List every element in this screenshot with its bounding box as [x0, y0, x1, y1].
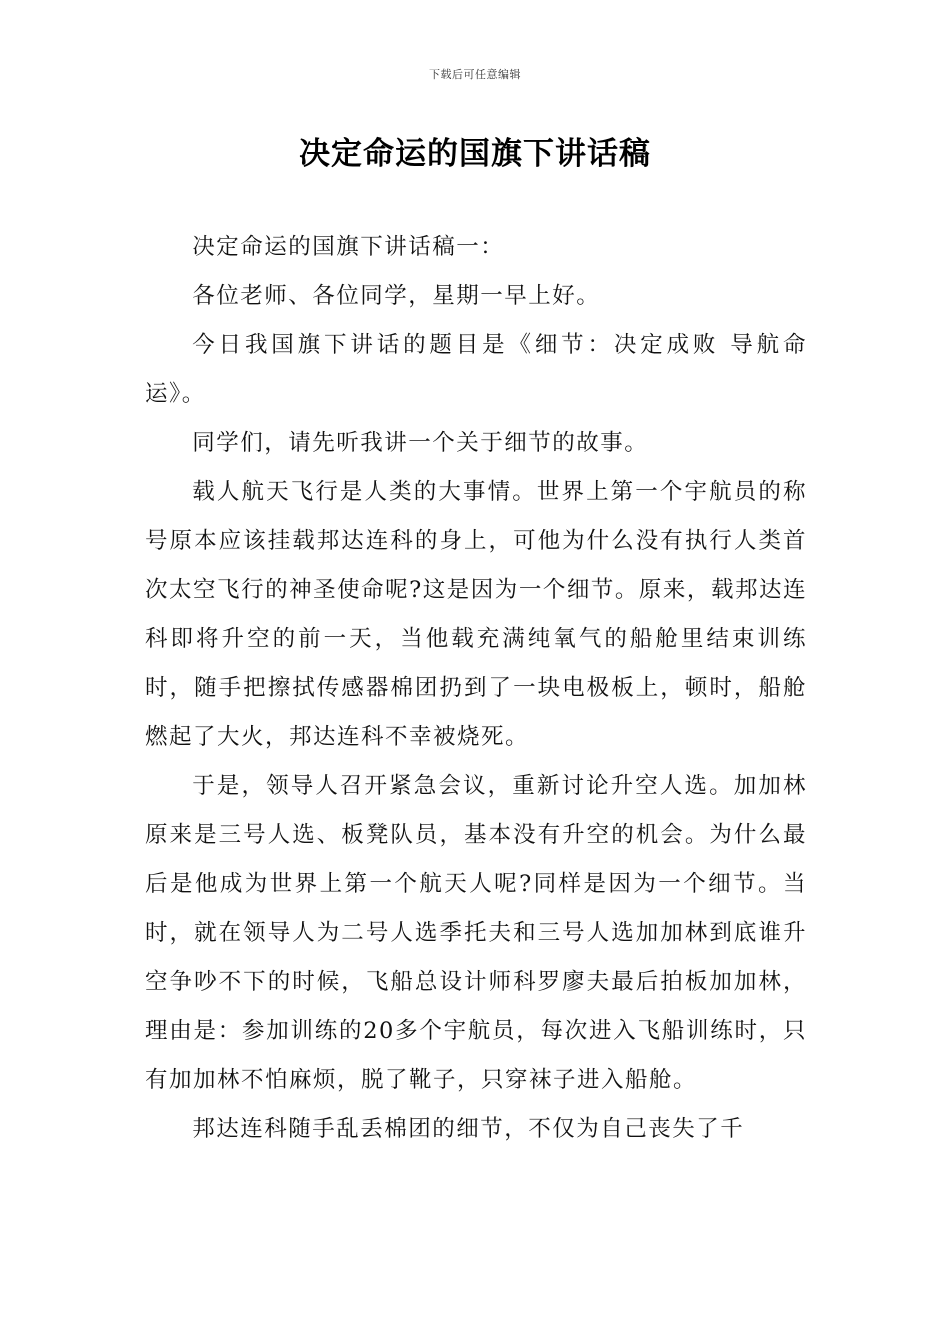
header-note: 下载后可任意编辑	[429, 68, 521, 81]
paragraph-2: 各位老师、各位同学，星期一早上好。	[192, 283, 601, 309]
paragraph-6: 于是，领导人召开紧急会议，重新讨论升空人选。加加林原来是三号人选、板凳队员，基本没有升空的机会。为什么最后是他成为世界上第一个航天人呢?同样是因为一个细节。当时，就在领导人为二号人选季托夫和三号人选加加林到底谁升空争吵不下的时候，飞船总设计师科罗廖夫最后拍板加加林，理由是：参加训练的20多个宇航员，每次进入飞船训练时，只有加加林不怕麻烦，脱了靴子，只穿袜子进入船舱。	[145, 773, 807, 1093]
document-title: 决定命运的国旗下讲话稿	[299, 136, 651, 172]
paragraph-7: 邦达连科随手乱丢棉团的细节，不仅为自己丧失了千	[192, 1116, 745, 1142]
paragraph-4: 同学们，请先听我讲一个关于细节的故事。	[192, 430, 649, 456]
document-body	[145, 223, 807, 1154]
paragraph-3: 今日我国旗下讲话的题目是《细节：决定成败 导航命运》。	[145, 332, 807, 407]
paragraph-5: 载人航天飞行是人类的大事情。世界上第一个宇航员的称号原本应该挂载邦达连科的身上，可他为什么没有执行人类首次太空飞行的神圣使命呢?这是因为一个细节。原来，载邦达连科即将升空的前一天，当他载充满纯氧气的船舱里结束训练时，随手把擦拭传感器棉团扔到了一块电极板上，顿时，船舱燃起了大火，邦达连科不幸被烧死。	[145, 479, 807, 750]
paragraph-1: 决定命运的国旗下讲话稿一：	[192, 234, 505, 260]
